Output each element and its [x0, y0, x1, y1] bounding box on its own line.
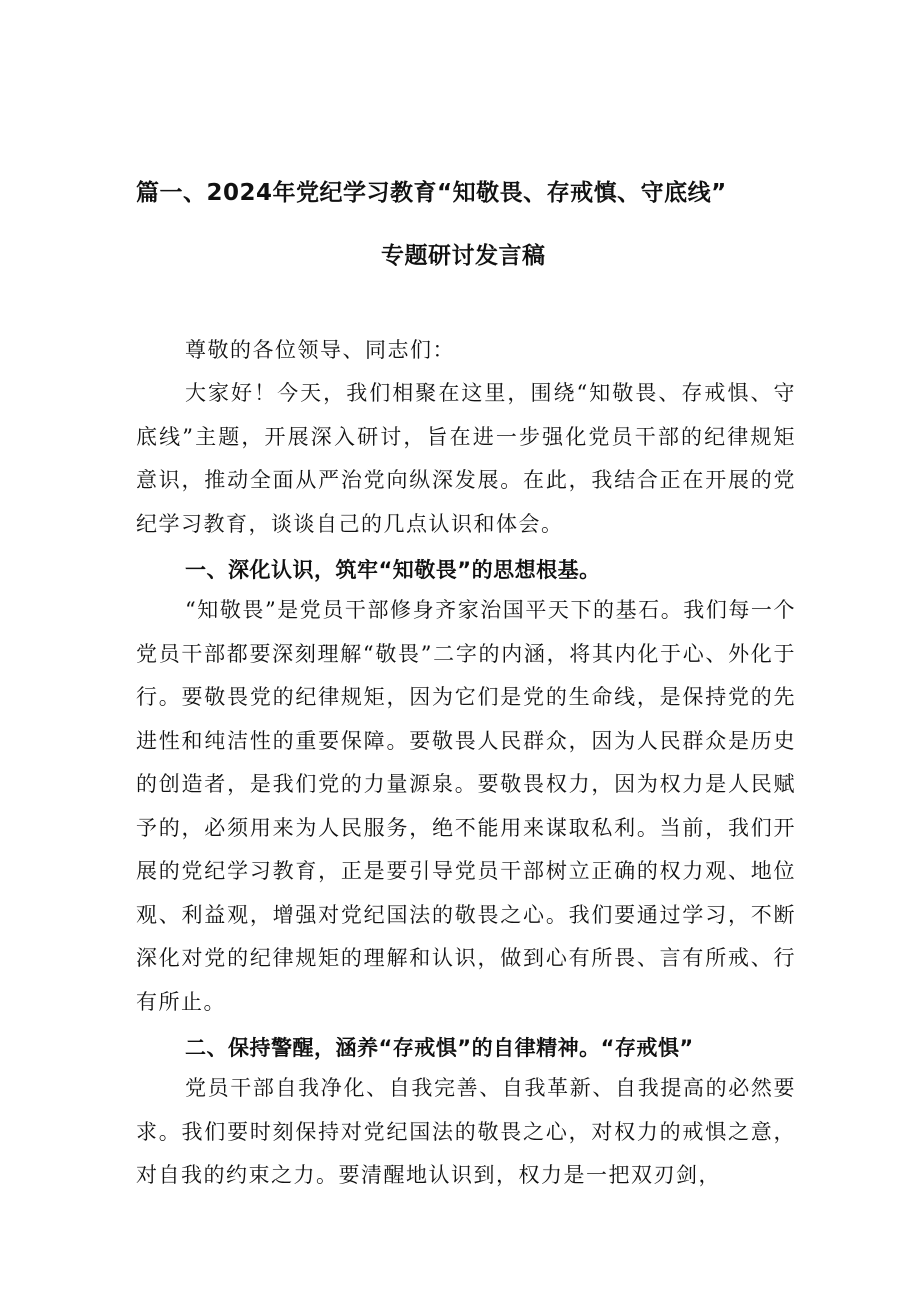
salutation: 尊敬的各位领导、同志们：: [185, 338, 455, 362]
section-heading-2: 二、保持警醒，涵养“存戒惧”的自律精神。“存戒惧”: [185, 1036, 694, 1060]
paragraph-intro: 大家好！今天，我们相聚在这里，围绕“知敬畏、存戒惧、守底线”主题，开展深入研讨，旨在进一步强化党员干部的纪律规矩意识，推动全面从严治党向纵深发展。在此，我结合正在开展的党纪学习教育，谈谈自己的几点认识和体会。: [136, 381, 796, 536]
paragraph-section-1: “知敬畏”是党员干部修身齐家治国平天下的基石。我们每一个党员干部都要深刻理解“敬畏”二字的内涵，将其内化于心、外化于行。要敬畏党的纪律规矩，因为它们是党的生命线，是保持党的先进性和纯洁性的重要保障。要敬畏人民群众，因为人民群众是历史的创造者，是我们党的力量源泉。要敬畏权力，因为权力是人民赋予的，必须用来为人民服务，绝不能用来谋取私利。当前，我们开展的党纪学习教育，正是要引导党员干部树立正确的权力观、地位观、利益观，增强对党纪国法的敬畏之心。我们要通过学习，不断深化对党的纪律规矩的理解和认识，做到心有所畏、言有所戒、行有所止。: [136, 598, 796, 1014]
document-title-line-1: 篇一、2024年党纪学习教育“知敬畏、存戒慎、守底线”: [136, 180, 727, 206]
document-title-line-2: 专题研讨发言稿: [381, 243, 546, 269]
paragraph-section-2: 党员干部自我净化、自我完善、自我革新、自我提高的必然要求。我们要时刻保持对党纪国法的敬畏之心，对权力的戒惧之意，对自我的约束之力。要清醒地认识到，权力是一把双刃剑，: [136, 1076, 796, 1187]
section-heading-1: 一、深化认识，筑牢“知敬畏”的思想根基。: [185, 558, 601, 582]
